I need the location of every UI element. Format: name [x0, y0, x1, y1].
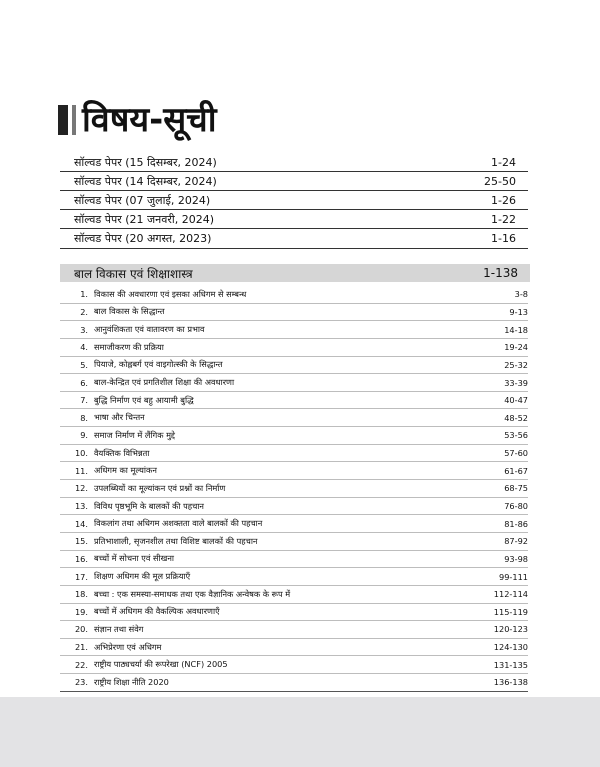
- topic-name: बच्चों में अधिगम की वैकल्पिक अवधारणाएँ: [94, 606, 220, 617]
- topic-number: 22.: [74, 659, 88, 670]
- topic-pages: 40-47: [504, 395, 528, 406]
- topic-name: समाज निर्माण में लैंगिक मुद्दे: [94, 429, 175, 440]
- solved-paper-pages: 1-16: [491, 232, 516, 245]
- topic-name: बाल-केन्द्रित एवं प्रगतिशील शिक्षा की अवधारणा: [94, 377, 235, 388]
- topic-row[interactable]: [60, 374, 528, 392]
- topic-number: 7.: [80, 395, 88, 406]
- topic-number: 19.: [74, 606, 88, 617]
- topic-number: 12.: [74, 483, 88, 494]
- topic-pages: 3-8: [514, 289, 528, 300]
- topic-row[interactable]: [60, 674, 528, 692]
- solved-paper-pages: 1-26: [491, 193, 516, 207]
- topic-name: प्रतिभाशाली, सृजनशील तथा विशिष्ट बालकों की पहचान: [94, 535, 258, 546]
- topic-pages: 136-138: [493, 677, 528, 688]
- topic-name: विकास की अवधारणा एवं इसका अधिगम से सम्बन्ध: [94, 288, 247, 299]
- topic-number: 6.: [80, 377, 88, 388]
- title-text: विषय-सूची: [82, 100, 217, 140]
- topic-pages: 19-24: [504, 342, 528, 353]
- topic-number: 23.: [74, 677, 88, 688]
- solved-paper-label: सॉल्वड पेपर (14 दिसम्बर, 2024): [74, 174, 217, 188]
- topic-row[interactable]: [60, 286, 528, 304]
- title-marker-bar: [58, 105, 68, 135]
- topics-list: [60, 286, 528, 692]
- topic-number: 16.: [74, 553, 88, 564]
- topic-name: विकलांग तथा अधिगम अशक्तता वाले बालकों की पहचान: [94, 518, 263, 529]
- solved-paper-label: सॉल्वड पेपर (21 जनवरी, 2024): [74, 212, 215, 226]
- topic-row[interactable]: [60, 339, 528, 357]
- solved-paper-row[interactable]: [60, 153, 528, 172]
- topic-pages: 33-39: [504, 377, 528, 388]
- topic-name: भाषा और चिन्तन: [94, 412, 145, 423]
- title-marker-bar-light: [72, 105, 76, 135]
- solved-paper-pages: 25-50: [484, 174, 516, 188]
- section-title: बाल विकास एवं शिक्षाशास्त्र: [74, 266, 193, 281]
- topic-pages: 115-119: [493, 606, 528, 617]
- topic-row[interactable]: [60, 409, 528, 427]
- topic-row[interactable]: [60, 427, 528, 445]
- solved-paper-row[interactable]: [60, 172, 528, 191]
- topic-name: उपलब्धियों का मूल्यांकन एवं प्रश्नों का निर्माण: [94, 482, 226, 493]
- topic-pages: 120-123: [493, 624, 528, 635]
- solved-paper-label: सॉल्वड पेपर (07 जुलाई, 2024): [74, 193, 211, 207]
- topic-row[interactable]: [60, 357, 528, 375]
- page-title: [58, 98, 217, 142]
- topic-row[interactable]: [60, 533, 528, 551]
- topic-number: 14.: [74, 518, 88, 529]
- topic-row[interactable]: [60, 321, 528, 339]
- topic-number: 4.: [80, 342, 88, 353]
- topic-row[interactable]: [60, 639, 528, 657]
- topic-name: समाजीकरण की प्रक्रिया: [94, 341, 164, 352]
- solved-paper-row[interactable]: [60, 210, 528, 229]
- topic-name: अधिगम का मूल्यांकन: [94, 465, 157, 476]
- topic-name: वैयक्तिक विभिन्नता: [94, 447, 150, 458]
- topic-number: 1.: [80, 289, 88, 300]
- topic-pages: 124-130: [493, 642, 528, 653]
- topic-pages: 9-13: [509, 306, 528, 317]
- topic-row[interactable]: [60, 304, 528, 322]
- topic-number: 3.: [80, 324, 88, 335]
- topic-row[interactable]: [60, 462, 528, 480]
- solved-paper-pages: 1-24: [491, 155, 516, 169]
- solved-paper-row[interactable]: [60, 191, 528, 210]
- topic-pages: 53-56: [504, 430, 528, 441]
- topic-pages: 81-86: [504, 518, 528, 529]
- topic-number: 9.: [80, 430, 88, 441]
- solved-paper-row[interactable]: [60, 229, 528, 248]
- topic-name: विविध पृष्ठभूमि के बालकों की पहचान: [94, 500, 204, 511]
- topic-row[interactable]: [60, 551, 528, 569]
- topic-number: 17.: [74, 571, 88, 582]
- topic-pages: 93-98: [504, 553, 528, 564]
- topic-pages: 48-52: [504, 412, 528, 423]
- topic-number: 13.: [74, 501, 88, 511]
- topic-row[interactable]: [60, 604, 528, 622]
- section-header[interactable]: [60, 264, 530, 282]
- topic-number: 2.: [80, 306, 88, 317]
- topic-pages: 99-111: [498, 571, 528, 582]
- solved-paper-label: सॉल्वड पेपर (15 दिसम्बर, 2024): [74, 155, 217, 169]
- topic-name: बच्चों में सोचना एवं सीखना: [94, 553, 175, 564]
- topic-number: 11.: [74, 465, 88, 476]
- topic-number: 21.: [74, 642, 88, 653]
- topic-pages: 131-135: [493, 659, 528, 670]
- topic-name: बच्चा : एक समस्या-समाधक तथा एक वैज्ञानिक अन्वेषक के रूप में: [94, 588, 291, 599]
- topic-name: आनुवंशिकता एवं वातावरण का प्रभाव: [94, 324, 205, 335]
- topic-row[interactable]: [60, 515, 528, 533]
- solved-paper-label: सॉल्वड पेपर (20 अगस्त, 2023): [74, 232, 212, 245]
- topic-number: 5.: [80, 359, 88, 370]
- topic-row[interactable]: [60, 586, 528, 604]
- topic-pages: 87-92: [504, 536, 528, 547]
- topic-pages: 14-18: [504, 324, 528, 335]
- topic-pages: 112-114: [493, 589, 528, 600]
- topic-name: शिक्षण अधिगम की मूल प्रक्रियाएँ: [94, 571, 191, 582]
- topic-number: 15.: [74, 536, 88, 547]
- solved-paper-pages: 1-22: [491, 212, 516, 226]
- topic-name: पियाजे, कोह्लबर्ग एवं वाइगोत्स्की के सिद्धान्त: [94, 359, 223, 370]
- topic-pages: 61-67: [504, 465, 528, 476]
- topic-pages: 57-60: [504, 448, 528, 459]
- topic-name: संज्ञान तथा संवेग: [94, 623, 144, 634]
- topic-number: 20.: [74, 624, 88, 635]
- section-pages: 1-138: [483, 266, 518, 280]
- topic-name: अभिप्रेरणा एवं अधिगम: [94, 641, 162, 652]
- topic-name: बुद्धि निर्माण एवं बहु आयामी बुद्धि: [94, 394, 194, 405]
- topic-pages: 25-32: [504, 359, 528, 370]
- solved-papers-list: [60, 153, 528, 249]
- topic-row[interactable]: [60, 392, 528, 410]
- topic-row[interactable]: [60, 656, 528, 674]
- topic-pages: 76-80: [504, 501, 528, 511]
- topic-number: 10.: [74, 448, 88, 459]
- footer-band: [0, 697, 600, 767]
- topic-pages: 68-75: [504, 483, 528, 494]
- topic-row[interactable]: [60, 498, 528, 516]
- topic-name: बाल विकास के सिद्धान्त: [94, 306, 165, 317]
- topic-row[interactable]: [60, 445, 528, 463]
- topic-number: 8.: [80, 412, 88, 423]
- topic-row[interactable]: [60, 480, 528, 498]
- topic-name: राष्ट्रीय शिक्षा नीति 2020: [94, 676, 169, 687]
- topic-row[interactable]: [60, 621, 528, 639]
- topic-row[interactable]: [60, 568, 528, 586]
- topic-number: 18.: [74, 589, 88, 600]
- topic-name: राष्ट्रीय पाठ्यचर्या की रूपरेखा (NCF) 2005: [94, 659, 228, 670]
